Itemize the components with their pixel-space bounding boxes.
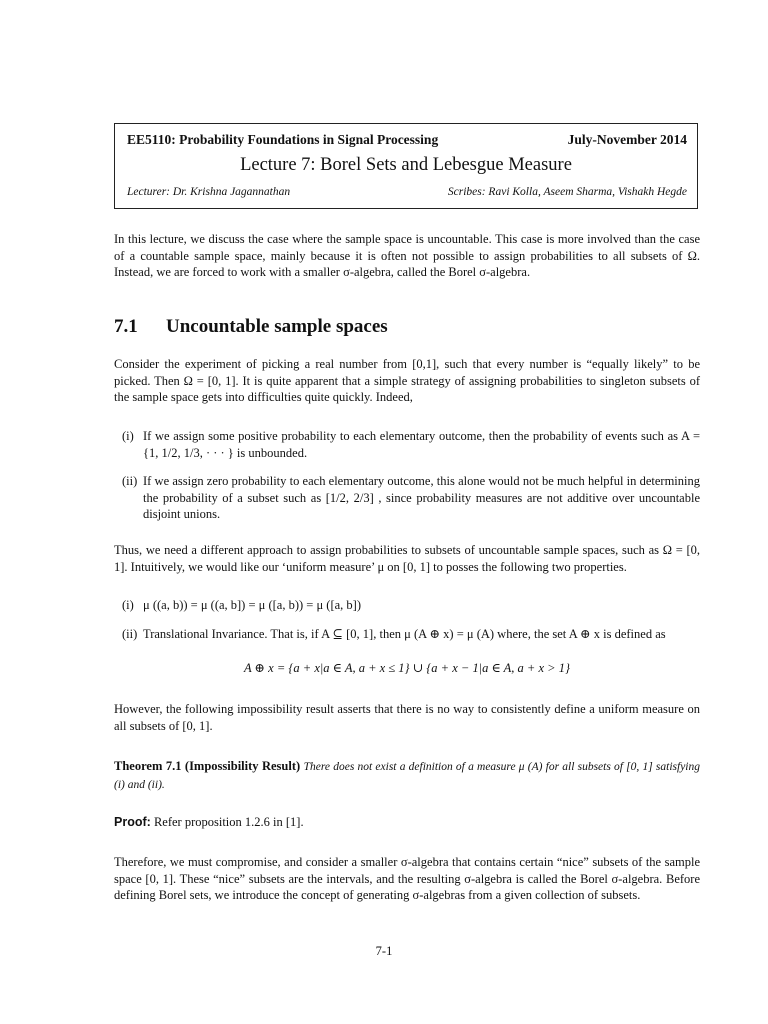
- paragraph-borel: Therefore, we must compromise, and consider a smaller σ-algebra that contains certain “nice” subsets of the sample space [0, 1]. These “nice” subsets are the intervals, and the resulting σ-algebra is called the Borel σ-algebra. Before defining Borel sets, we introduce the concept of generating σ-algebras from a given collection of subsets.: [114, 855, 700, 902]
- course-name: EE5110: Probability Foundations in Signal Processing: [127, 132, 439, 147]
- proof-block: [114, 815, 304, 830]
- list-item-label: (ii): [122, 474, 138, 488]
- lecture-title: Lecture 7: Borel Sets and Lebesgue Measure: [240, 155, 572, 175]
- list-item-text: Translational Invariance. That is, if A ⊆ [0, 1], then μ (A ⊕ x) = μ (A) where, the set A ⊕ x is defined as: [143, 627, 666, 641]
- theorem-block: [114, 758, 700, 794]
- section-number: 7.1: [114, 316, 138, 337]
- paragraph-uniform-measure: Thus, we need a different approach to assign probabilities to subsets of uncountable sample spaces, such as Ω = [0, 1]. Intuitively, we would like our ‘uniform measure’ μ on [0, 1] to posses the following two properties.: [114, 543, 700, 574]
- paragraph-experiment: Consider the experiment of picking a real number from [0,1], such that every number is “equally likely” to be picked. Then Ω = [0, 1]. It is quite apparent that a simple strategy of assigning probabilities to singleton subsets of the sample space gets into difficulties quite quickly. Indeed,: [114, 357, 700, 404]
- scribes-names: Scribes: Ravi Kolla, Aseem Sharma, Vishakh Hegde: [447, 186, 687, 198]
- list-item-label: (ii): [122, 627, 138, 641]
- page-number: 7-1: [375, 944, 393, 958]
- list-item: [122, 428, 700, 461]
- lecturer-name: Lecturer: Dr. Krishna Jagannathan: [127, 186, 291, 198]
- intro-paragraph: In this lecture, we discuss the case where the sample space is uncountable. This case is more involved than the case of a countable sample space, mainly because it is often not possible to assign probabilities to all subsets of Ω. Instead, we are forced to work with a smaller σ-algebra, called the Borel σ-algebra.: [114, 232, 700, 279]
- list-item: [122, 626, 700, 643]
- section-title: Uncountable sample spaces: [166, 316, 388, 337]
- proof-heading: Proof:: [114, 815, 151, 829]
- list-item-text: If we assign zero probability to each elementary outcome, this alone would not be much helpful in determining the probability of a subset such as [1/2, 2/3] , since probability measures are not additive over uncountable disjoint unions.: [143, 474, 700, 521]
- list-item-label: (i): [122, 429, 134, 443]
- list-item: [122, 597, 700, 614]
- lecture-header-box: [114, 123, 698, 209]
- section-heading: [114, 316, 388, 338]
- paragraph-impossibility: However, the following impossibility result asserts that there is no way to consistently define a uniform measure on all subsets of [0, 1].: [114, 702, 700, 733]
- list-item-text: μ ((a, b)) = μ ((a, b]) = μ ([a, b)) = μ ([a, b]): [143, 598, 361, 612]
- list-item-label: (i): [122, 598, 134, 612]
- course-term: July-November 2014: [567, 132, 687, 147]
- list-item: [122, 473, 700, 523]
- theorem-body: There does not exist a definition of a measure μ (A) for all subsets of [0, 1] satisfying (i) and (ii).: [114, 761, 700, 791]
- translation-equation: A ⊕ x = {a + x|a ∈ A, a + x ≤ 1} ∪ {a + x − 1|a ∈ A, a + x > 1}: [244, 661, 570, 675]
- proof-body: Refer proposition 1.2.6 in [1].: [153, 815, 304, 829]
- theorem-heading: Theorem 7.1 (Impossibility Result): [114, 759, 301, 773]
- list-item-text: If we assign some positive probability to each elementary outcome, then the probability of events such as A = {1, 1/2, 1/3, · · · } is unbounded.: [143, 429, 700, 460]
